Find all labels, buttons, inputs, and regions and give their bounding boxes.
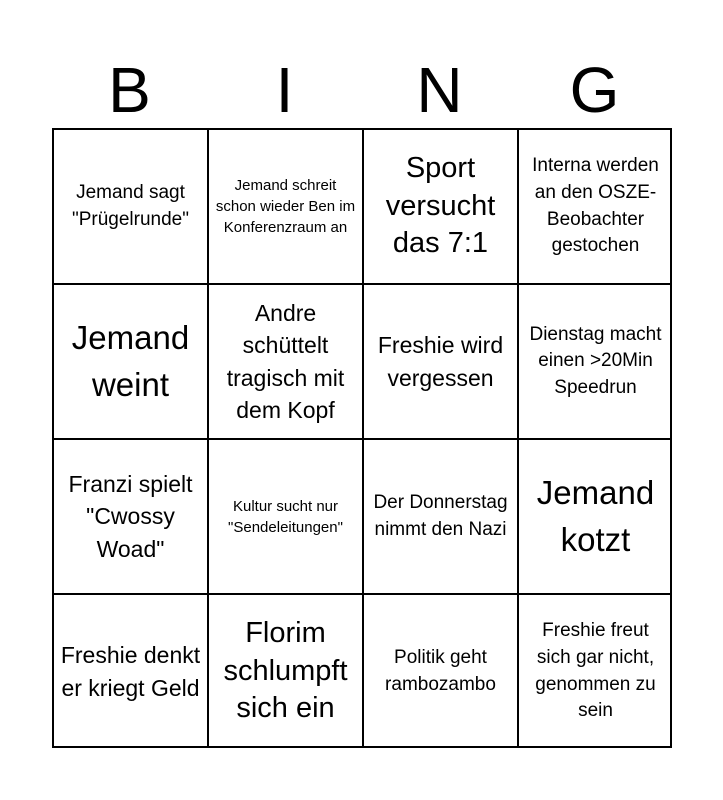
bingo-cell[interactable] xyxy=(52,128,207,283)
cell-text: Jemand schreit schon wieder Ben im Konferenzraum an xyxy=(215,177,356,236)
bingo-cell[interactable] xyxy=(207,438,362,593)
bingo-header xyxy=(52,52,672,128)
bingo-cell[interactable] xyxy=(52,283,207,438)
bingo-cell[interactable] xyxy=(517,283,672,438)
bingo-cell[interactable] xyxy=(52,438,207,593)
cell-text: Der Donnerstag nimmt den Nazi xyxy=(373,491,508,540)
bingo-cell[interactable] xyxy=(207,283,362,438)
bingo-cell[interactable] xyxy=(362,128,517,283)
cell-text: Jemand weint xyxy=(71,319,190,403)
cell-text: Andre schüttelt tragisch mit dem Kopf xyxy=(226,300,345,423)
cell-text: Dienstag macht einen >20Min Speedrun xyxy=(529,323,662,398)
cell-text: Jemand sagt "Prügelrunde" xyxy=(71,181,189,230)
cell-text: Freshie freut sich gar nicht, genommen zu sein xyxy=(535,620,656,722)
bingo-cell[interactable] xyxy=(207,128,362,283)
cell-text: Freshie denkt er kriegt Geld xyxy=(60,642,201,701)
cell-text: Interna werden an den OSZE-Beobachter gestochen xyxy=(532,155,659,257)
bingo-cell[interactable] xyxy=(362,593,517,748)
header-letter-b: B xyxy=(108,54,151,126)
header-letter-g: G xyxy=(569,54,620,126)
bingo-cell[interactable] xyxy=(362,283,517,438)
cell-text: Kultur sucht nur "Sendeleitungen" xyxy=(228,497,343,536)
bingo-cell[interactable] xyxy=(362,438,517,593)
bingo-cell[interactable] xyxy=(517,438,672,593)
cell-text: Politik geht rambozambo xyxy=(385,646,496,695)
bingo-cell[interactable] xyxy=(517,128,672,283)
bingo-cell[interactable] xyxy=(52,593,207,748)
header-letter-n: N xyxy=(416,54,463,126)
header-letter-i: I xyxy=(275,54,294,126)
cell-text: Sport versucht das 7:1 xyxy=(385,151,496,260)
bingo-cell[interactable] xyxy=(207,593,362,748)
bingo-cell[interactable] xyxy=(517,593,672,748)
cell-text: Freshie wird vergessen xyxy=(377,332,504,391)
cell-text: Franzi spielt "Cwossy Woad" xyxy=(68,471,193,562)
cell-text: Florim schlumpft sich ein xyxy=(223,616,348,725)
bingo-grid xyxy=(52,128,672,748)
cell-text: Jemand kotzt xyxy=(536,474,655,558)
